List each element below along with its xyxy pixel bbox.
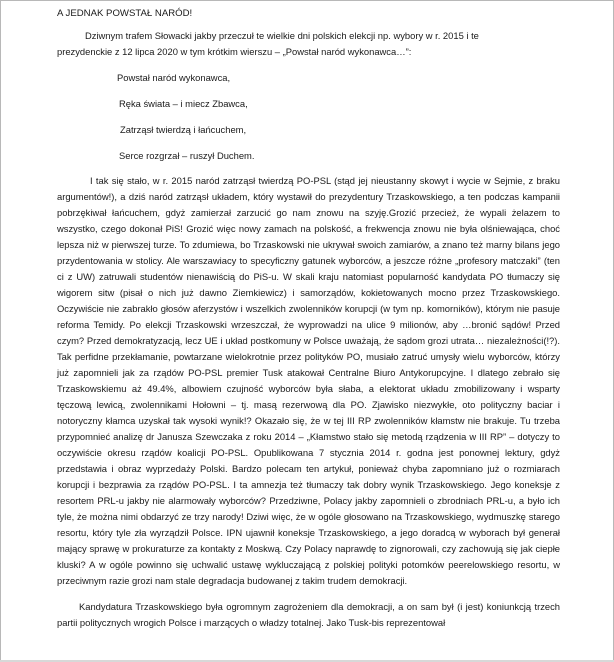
body-paragraph xyxy=(57,173,560,589)
poem-line: Serce rozgrzał – ruszył Duchem. xyxy=(119,150,255,161)
poem-line: Ręka świata – i miecz Zbawca, xyxy=(119,98,248,109)
poem-quote xyxy=(57,65,560,169)
document-title: A JEDNAK POWSTAŁ NARÓD! xyxy=(57,8,193,19)
body-text: I tak się stało, w r. 2015 naród zatrząsł twierdzą PO-PSL (stąd jej nieustanny skowyt i wycie w Sejmie, z braku argumentów!), a dziś naród zatrząsł układem, który wystawił do prezydentury Trzaskowskiego, a ten podczas kampanii pobrzękiwał łańcuchem, gdyż zamierzał zarzucić go nam znowu na szyję.Grozić przecież, że wypali żelazem to wszystko, czego dokonał PiS! Grozić więc nowy zamach na polskość, a frekwencja znowu nie była olśniewająca, choć lepsza niż w pierwszej turze. To zdumiewa, bo Trzaskowski nie ukrywał swoich zamiarów, a znano też marny bilans jego przydentowania w stolicy. Ale warszawiacy to specyficzny gatunek wyborców, a jeszcze różne „profesory matczaki” (ten ci z UW) zatruwali studentów nienawiścią do PiS-u. W skali kraju natomiast popularność kandydata PO tłumaczy się wigorem sitw (pisał o nich już dawno Ziemkiewicz) i samorządów, kokietowanych mocno przez Trzaskowskiego. Oczywiście nie zabrakło głosów aferzystów i wszelkich zwolenników korupcji (w tym np. komorników), którym nie pasuje reforma Temidy. Po elekcji Trzaskowski wrzeszczał, że wyprowadzi na ulice 9 milionów, aby …bronić sądów! Przed czym? Przed demokratyzacją, lecz UE i układ postkomuny w Polsce uważają, że sądom grozi utrata… niezależności(!?). Tak perfidne przekłamanie, powtarzane wielokrotnie przez polityków PO, musiało zatruć umysły wielu wyborców, którzy już zapomnieli jak za rządów PO-PSL premier Tusk atakował Centralne Biuro Antykorupcyjne. I dlatego zebrało się Trzaskowskiemu aż 49.4%, albowiem czujność wyborców była słaba, a elektorat układu zmobilizowany i wsparty tęczową lewicą, zwolennikami Hołowni – tj. masą rezerwową dla PO. Zjawisko niezwykłe, oto polityczny baciar i notoryczny kłamca uzyskał tak wysoki wynik!? Okazało się, że w tej III RP zwolenników kłamstw nie brakuje. Tu trzeba przypomnieć analizę dr Janusza Szewczaka z roku 2014 – „Kłamstwo stało się metodą rządzenia w III RP” – dotyczy to oczywiście okresu rządów koalicji PO-PSL. Opublikowana 7 stycznia 2014 r. godna jest ponownej lektury, gdyż przedstawia i obraz wyprzedaży Polski. Bardzo polecam ten artykuł, ponieważ chyba zapomniano już o rozmiarach korupcji i bezprawia za rządów PO-PSL. I ta amnezja też tłumaczy tak dobry wynik Trzaskowskiego. Jego koneksje z resortem PRL-u jakby nie alarmowały wyborców? Przedziwne, Polacy jakby zapomnieli o zbrodniach PRL-u, a było ich tyle, że można nimi obdarzyć ze trzy narody! Dziwi więc, że w ogóle głosowano na Trzaskowskiego, wydmuszkę starego resortu, który tyle zła wyrządził Polsce. IPN ujawnił koneksje Trzaskowskiego, a jego doradcą w wyborach był generał mający sprawę w prokuraturze za kontakty z Moskwą. Czy Polacy naprawdę to zignorowali, czy zachowują się jak ciepłe kluski? A w ogóle powinno się uchwalić ustawę wykluczającą z polskiej polityki potomków peerelowskiego resortu, w przeciwnym razie grozi nam stale degradacja budowanej z takim trudem demokracji. xyxy=(57,175,560,586)
intro-paragraph: Dziwnym trafem Słowacki jakby przeczuł te wielkie dni polskich elekcji np. wybory w r. 2015 i te prezydenckie z 12 lipca 2020 w tym krótkim wierszu – „Powstał naród wykonawca…”: xyxy=(57,30,479,57)
poem-line: Powstał naród wykonawca, xyxy=(117,72,231,83)
closing-paragraph xyxy=(57,599,560,631)
closing-text: Kandydatura Trzaskowskiego była ogromnym zagrożeniem dla demokracji, a on sam był (i jest) koniunkcją trzech partii politycznych wrogich Polsce i marzących o władzy totalnej. Jako Tusk-bis reprezentował xyxy=(57,601,560,628)
document-page xyxy=(57,0,560,631)
poem-line: Zatrząsł twierdzą i łańcuchem, xyxy=(120,124,247,135)
